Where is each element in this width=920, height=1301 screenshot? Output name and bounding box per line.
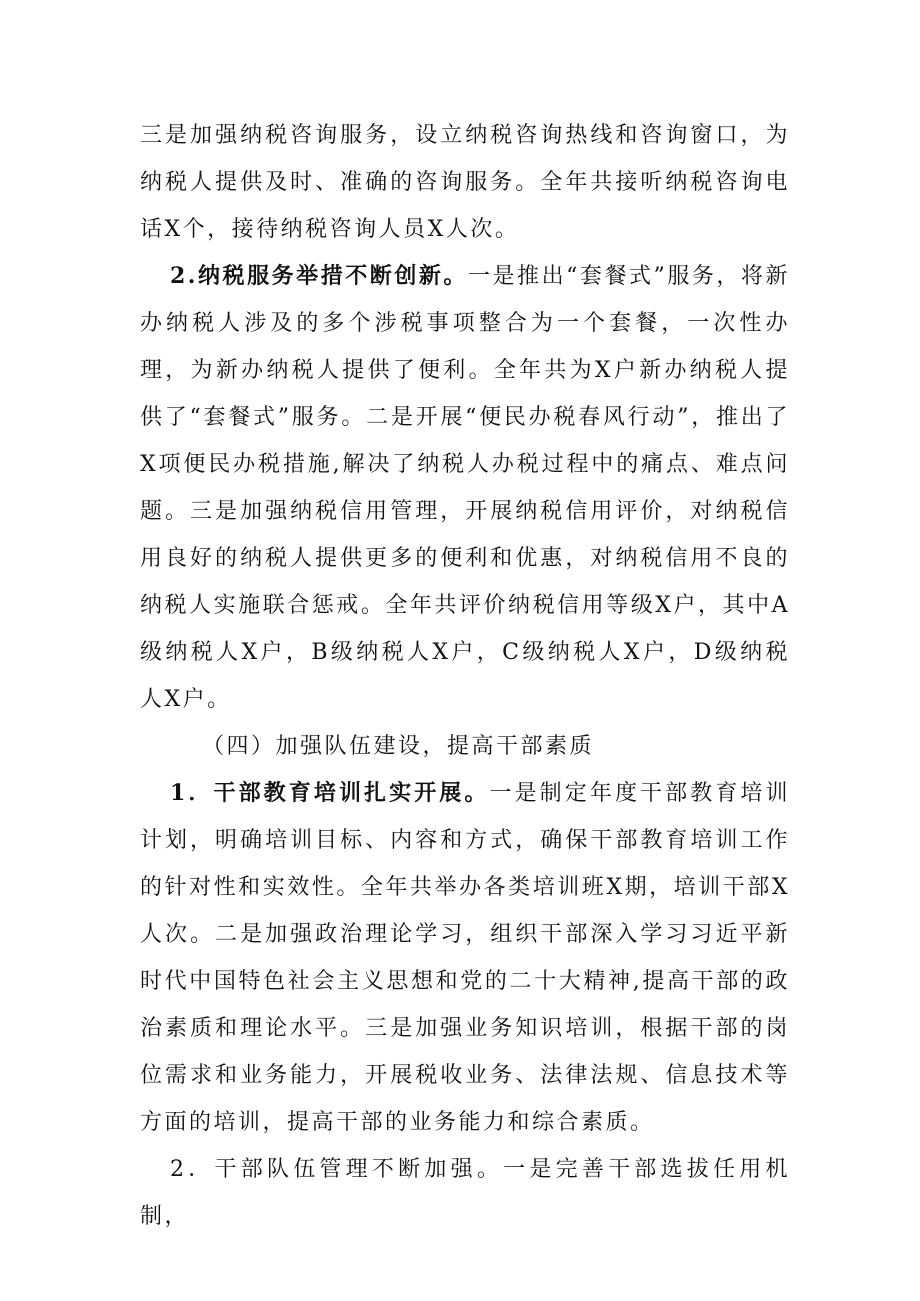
document-body — [140, 112, 790, 1240]
paragraph-lead: 1．干部教育培训扎实开展。 — [170, 780, 490, 806]
paragraph-text: 2．干部队伍管理不断加强。一是完善干部选拔任用机制， — [140, 1157, 790, 1229]
paragraph-text: 一是制定年度干部教育培训计划，明确培训目标、内容和方式，确保干部教育培训工作的针对性和实效性。全年共举办各类培训班X期，培训干部X人次。二是加强政治理论学习，组织干部深入学习习近平新时代中国特色社会主义思想和党的二十大精神,提高干部的政治素质和理论水平。三是加强业务知识培训，根据干部的岗位需求和业务能力，开展税收业务、法律法规、信息技术等方面的培训，提高干部的业务能力和综合素质。 — [140, 781, 790, 1135]
section-heading-team-building: （四）加强队伍建设，提高干部素质 — [202, 734, 595, 759]
paragraph-cadre-management — [140, 1146, 790, 1240]
paragraph-text: 三是加强纳税咨询服务，设立纳税咨询热线和咨询窗口，为纳税人提供及时、准确的咨询服务。全年共接听纳税咨询电话X个，接待纳税咨询人员X人次。 — [140, 123, 790, 242]
paragraph-service-innovation — [140, 253, 790, 723]
paragraph-cadre-training — [140, 770, 790, 1146]
paragraph-text: 一是推出“套餐式”服务，将新办纳税人涉及的多个涉税事项整合为一个套餐，一次性办理，为新办纳税人提供了便利。全年共为X户新办纳税人提供了“套餐式”服务。二是开展“便民办税春风行动”，推出了X项便民办税措施,解决了纳税人办税过程中的痛点、难点问题。三是加强纳税信用管理，开展纳税信用评价，对纳税信用良好的纳税人提供更多的便利和优惠，对纳税信用不良的纳税人实施联合惩戒。全年共评价纳税信用等级X户，其中A级纳税人X户，B级纳税人X户，C级纳税人X户，D级纳税人X户。 — [140, 264, 791, 712]
paragraph-lead: 2.纳税服务举措不断创新。 — [170, 263, 468, 289]
paragraph-consulting-service — [140, 112, 790, 253]
